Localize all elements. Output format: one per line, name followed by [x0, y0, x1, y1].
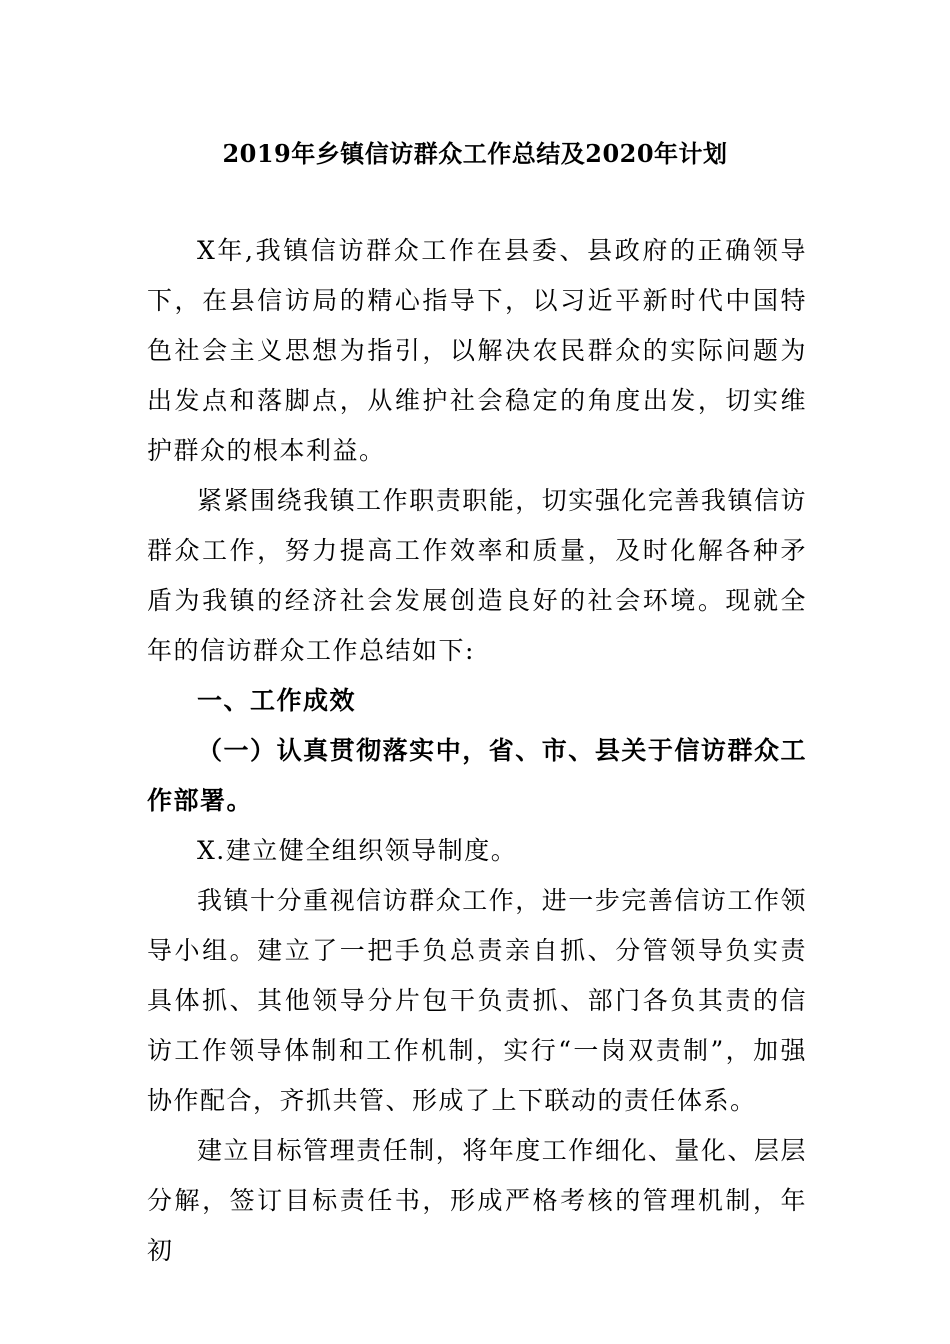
item-heading-organization: X.建立健全组织领导制度。	[197, 836, 518, 865]
document-body	[147, 226, 807, 1276]
paragraph-target-management: 建立目标管理责任制，将年度工作细化、量化、层层分解，签订目标责任书，形成严格考核的管理机制，年初	[147, 1136, 807, 1265]
paragraph-leadership: 我镇十分重视信访群众工作，进一步完善信访工作领导小组。建立了一把手负总责亲自抓、分管领导负实责具体抓、其他领导分片包干负责抓、部门各负其责的信访工作领导体制和工作机制，实行“一岗双责制”，加强协作配合，齐抓共管、形成了上下联动的责任体系。	[147, 886, 807, 1115]
paragraph-focus: 紧紧围绕我镇工作职责职能，切实强化完善我镇信访群众工作，努力提高工作效率和质量，及时化解各种矛盾为我镇的经济社会发展创造良好的社会环境。现就全年的信访群众工作总结如下:	[147, 486, 807, 665]
section-heading-results: 一、工作成效	[197, 686, 357, 715]
subsection-heading-implementation: （一）认真贯彻落实中，省、市、县关于信访群众工作部署。	[147, 736, 807, 815]
document-title: 2019年乡镇信访群众工作总结及2020年计划	[222, 139, 728, 168]
paragraph-intro: X年,我镇信访群众工作在县委、县政府的正确领导下，在县信访局的精心指导下，以习近平新时代中国特色社会主义思想为指引，以解决农民群众的实际问题为出发点和落脚点，从维护社会稳定的角度出发，切实维护群众的根本利益。	[147, 236, 807, 465]
